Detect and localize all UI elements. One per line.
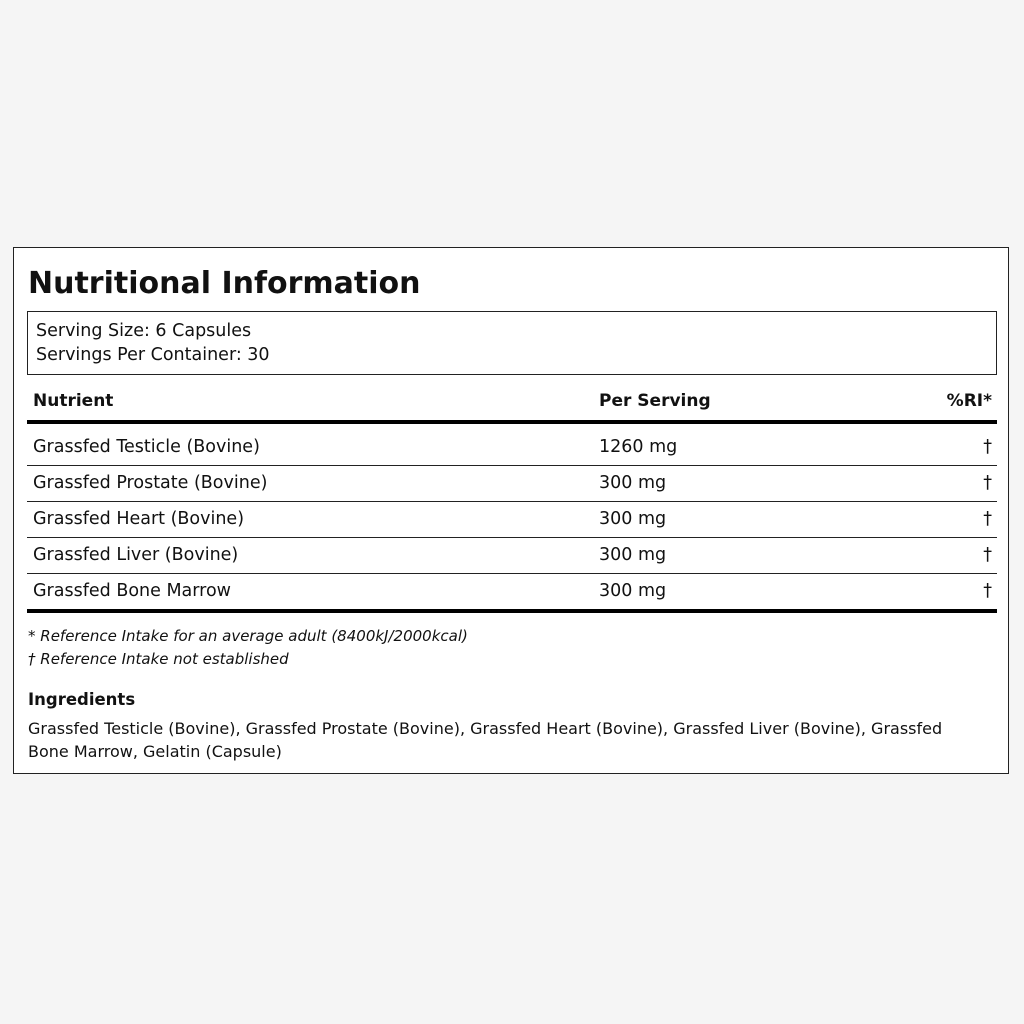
table-row (27, 502, 997, 538)
nutrient-ri: † (983, 545, 992, 565)
nutrient-amount: 300 mg (599, 473, 667, 493)
serving-size: Serving Size: 6 Capsules (36, 321, 252, 341)
nutrient-name: Grassfed Bone Marrow (33, 581, 231, 601)
ingredients-heading: Ingredients (28, 690, 136, 709)
nutrient-amount: 300 mg (599, 509, 667, 529)
nutrition-panel (13, 247, 1009, 774)
nutrient-ri: † (983, 437, 992, 457)
table-row (27, 466, 997, 502)
table-header-row (27, 385, 997, 424)
nutrient-name: Grassfed Testicle (Bovine) (33, 437, 260, 457)
nutrient-name: Grassfed Liver (Bovine) (33, 545, 239, 565)
footnotes (28, 625, 468, 671)
table-row (27, 430, 997, 466)
panel-title: Nutritional Information (28, 266, 421, 301)
footnote-not-established: † Reference Intake not established (28, 650, 289, 668)
header-ri: %RI* (946, 391, 992, 411)
ingredients-text: Grassfed Testicle (Bovine), Grassfed Prostate (Bovine), Grassfed Heart (Bovine), Grassfed Liver (Bovine), Grassfed Bone Marrow, Gelatin (Capsule) (28, 719, 943, 761)
nutrient-name: Grassfed Prostate (Bovine) (33, 473, 268, 493)
nutrient-ri: † (983, 473, 992, 493)
table-row (27, 538, 997, 574)
footnote-reference-intake: * Reference Intake for an average adult (8400kJ/2000kcal) (28, 627, 468, 645)
header-per-serving: Per Serving (599, 391, 711, 411)
nutrient-amount: 1260 mg (599, 437, 678, 457)
nutrient-name: Grassfed Heart (Bovine) (33, 509, 245, 529)
nutrient-table (27, 385, 997, 613)
serving-info-box (27, 311, 997, 375)
nutrient-ri: † (983, 509, 992, 529)
header-nutrient: Nutrient (33, 391, 114, 411)
table-row (27, 574, 997, 613)
nutrient-amount: 300 mg (599, 545, 667, 565)
nutrient-amount: 300 mg (599, 581, 667, 601)
table-body (27, 424, 997, 613)
nutrient-ri: † (983, 581, 992, 601)
servings-per-container: Servings Per Container: 30 (36, 345, 270, 365)
